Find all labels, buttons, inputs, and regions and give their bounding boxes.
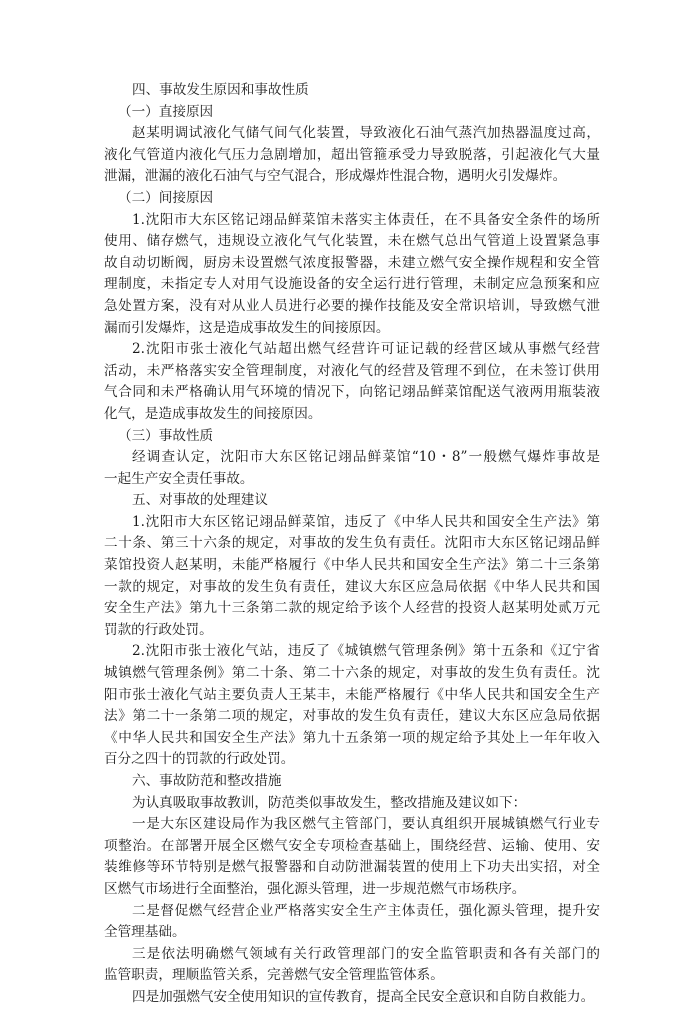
text-line: 菜馆投资人赵某明，未能严格履行《中华人民共和国安全生产法》第二十三条第 (104, 557, 600, 574)
text-line: 安全生产法》第九十三条第二款的规定给予该个人经营的投资人赵某明处贰万元 (104, 600, 600, 617)
text-line: 活动，未严格落实安全管理制度，对液化气的经营及管理不到位，在未签订供用 (104, 362, 600, 379)
text-line: 理制度，未指定专人对用气设施设备的安全运行进行管理，未制定应急预案和应 (104, 276, 600, 293)
text-line: 二十条、第三十六条的规定，对事故的发生负有责任。沈阳市大东区铭记翊品鲜 (104, 535, 600, 552)
text-line: 2.沈阳市张士液化气站超出燃气经营许可证记载的经营区域从事燃气经营 (132, 341, 600, 358)
text-line: 1.沈阳市大东区铭记翊品鲜菜馆未落实主体责任，在不具备安全条件的场所 (132, 211, 600, 228)
text-line: 一是大东区建设局作为我区燃气主管部门，要认真组织开展城镇燃气行业专 (132, 816, 600, 833)
text-line: 罚款的行政处罚。 (104, 621, 213, 638)
text-line: 化气，是造成事故发生的间接原因。 (104, 405, 322, 422)
text-line: （三）事故性质 (118, 427, 214, 444)
text-line: （二）间接原因 (118, 189, 214, 206)
text-line: 赵某明调试液化气储气间气化装置，导致液化石油气蒸汽加热器温度过高， (132, 125, 600, 142)
text-line: 城镇燃气管理条例》第二十条、第二十六条的规定，对事故的发生负有责任。沈 (104, 665, 600, 682)
text-line: 一款的规定，对事故的发生负有责任，建议大东区应急局依据《中华人民共和国 (104, 578, 600, 595)
text-line: 六、事故防范和整改措施 (132, 773, 282, 789)
text-line: 项整治。在部署开展全区燃气安全专项检查基础上，围绕经营、运输、使用、安 (104, 837, 600, 854)
text-line: 气合同和未严格确认用气环境的情况下，向铭记翊品鲜菜馆配送气液两用瓶装液 (104, 384, 600, 401)
text-line: 一起生产安全责任事故。 (104, 470, 254, 487)
text-line: 百分之四十的罚款的行政处罚。 (104, 751, 295, 768)
text-line: 阳市张士液化气站主要负责人王某丰，未能严格履行《中华人民共和国安全生产 (104, 686, 600, 703)
document-body (104, 80, 600, 1009)
text-line: 《中华人民共和国安全生产法》第九十五条第一项的规定给予其处上一年年收入 (104, 729, 600, 746)
text-line: 经调查认定，沈阳市大东区铭记翊品鲜菜馆“10・8”一般燃气爆炸事故是 (132, 449, 600, 466)
text-line: 装维修等环节特别是燃气报警器和自动防泄漏装置的使用上下功夫出实招，对全 (104, 859, 600, 876)
text-line: 液化气管道内液化气压力急剧增加，超出管箍承受力导致脱落，引起液化气大量 (104, 146, 600, 163)
text-line: 故自动切断阀，厨房未设置燃气浓度报警器，未建立燃气安全操作规程和安全管 (104, 254, 600, 271)
text-line: 四是加强燃气安全使用知识的宣传教育，提高全民安全意识和自防自救能力。 (132, 988, 595, 1005)
text-line: 全管理基础。 (104, 924, 186, 941)
text-line: 监管职责，理顺监管关系，完善燃气安全管理监管体系。 (104, 967, 444, 984)
text-line: 漏而引发爆炸，这是造成事故发生的间接原因。 (104, 319, 390, 336)
text-line: 四、事故发生原因和事故性质 (132, 82, 309, 98)
text-line: 二是督促燃气经营企业严格落实安全生产主体责任，强化源头管理，提升安 (132, 902, 600, 919)
text-line: 使用、储存燃气，违规设立液化气气化装置，未在燃气总出气管道上设置紧急事 (104, 233, 600, 250)
text-line: 区燃气市场进行全面整治，强化源头管理，进一步规范燃气市场秩序。 (104, 880, 526, 897)
text-line: 2.沈阳市张士液化气站，违反了《城镇燃气管理条例》第十五条和《辽宁省 (132, 643, 600, 660)
text-line: 五、对事故的处理建议 (132, 492, 268, 509)
text-line: 三是依法明确燃气领域有关行政管理部门的安全监管职责和各有关部门的 (132, 945, 600, 962)
text-line: 法》第二十一条第二项的规定，对事故的发生负有责任，建议大东区应急局依据 (104, 708, 600, 725)
text-line: 急处置方案，没有对从业人员进行必要的操作技能及安全常识培训，导致燃气泄 (104, 297, 600, 314)
text-line: （一）直接原因 (118, 103, 214, 120)
text-line: 泄漏，泄漏的液化石油气与空气混合，形成爆炸性混合物，遇明火引发爆炸。 (104, 168, 567, 185)
text-line: 1.沈阳市大东区铭记翊品鲜菜馆，违反了《中华人民共和国安全生产法》第 (132, 513, 600, 530)
text-line: 为认真吸取事故教训，防范类似事故发生，整改措施及建议如下： (132, 794, 527, 811)
